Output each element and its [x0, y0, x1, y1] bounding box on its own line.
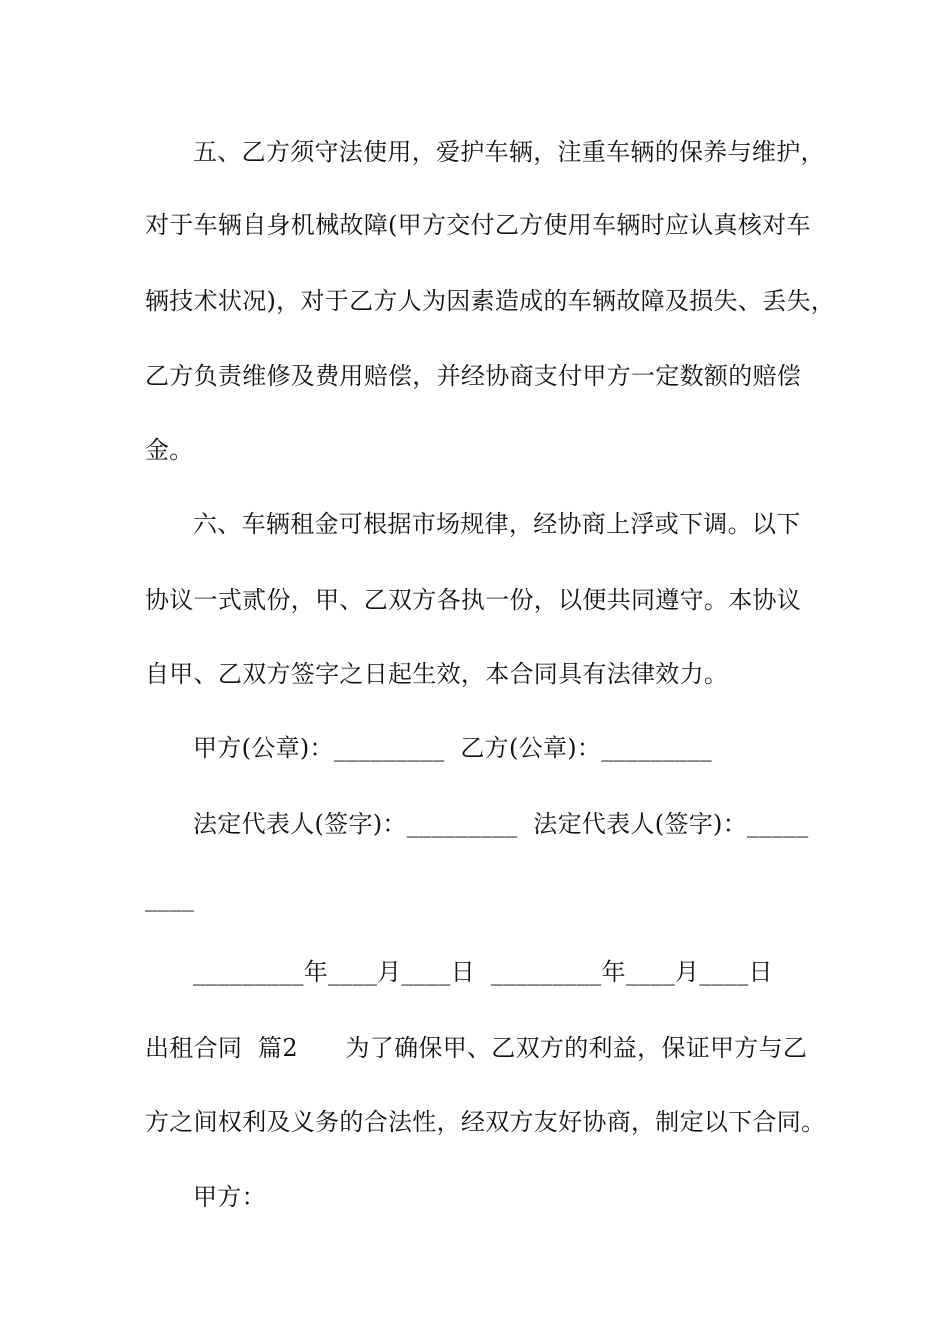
contract-2-intro-line-2: 方之间权利及义务的合法性，经双方友好协商，制定以下合同。: [145, 1108, 826, 1136]
signature-seal-line: 甲方(公章)：_________ 乙方(公章)：_________: [193, 734, 712, 762]
party-a-label: 甲方：: [193, 1183, 266, 1211]
signature-representative-continuation: ____: [145, 884, 195, 912]
paragraph-6-line-3: 自甲、乙双方签字之日起生效，本合同具有法律效力。: [145, 660, 729, 688]
paragraph-5-line-4: 乙方负责维修及费用赔偿，并经协商支付甲方一定数额的赔偿: [145, 362, 802, 390]
paragraph-6-line-1: 六、车辆租金可根据市场规律，经协商上浮或下调。以下: [193, 510, 801, 538]
paragraph-5-line-5: 金。: [145, 436, 194, 464]
signature-representative-line: 法定代表人(签字)：_________ 法定代表人(签字)：_____: [193, 810, 809, 838]
contract-2-intro-line-1: 出租合同 篇2 为了确保甲、乙双方的利益，保证甲方与乙: [145, 1034, 808, 1062]
paragraph-6-line-2: 协议一式贰份，甲、乙双方各执一份，以便共同遵守。本协议: [145, 586, 802, 614]
paragraph-5-line-3: 辆技术状况)，对于乙方人为因素造成的车辆故障及损失、丢失，: [145, 287, 836, 315]
paragraph-5-line-2: 对于车辆自身机械故障(甲方交付乙方使用车辆时应认真核对车: [145, 211, 811, 239]
signature-date-line: _________年____月____日 _________年____月____日: [193, 958, 773, 986]
paragraph-5-line-1: 五、乙方须守法使用，爱护车辆，注重车辆的保养与维护，: [193, 138, 825, 166]
